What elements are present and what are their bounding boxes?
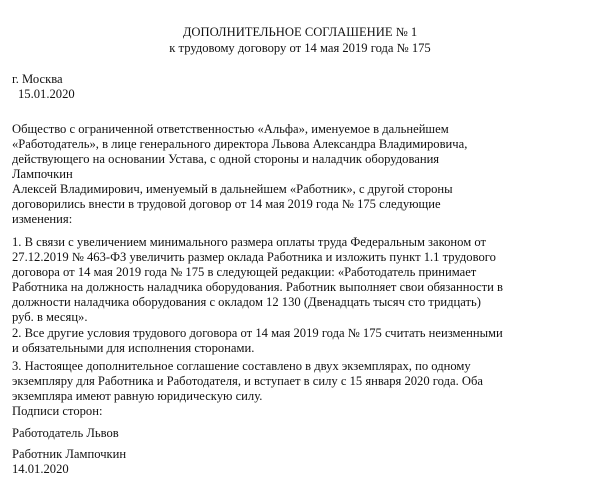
text-line: действующего на основании Устава, с одной стороны и наладчик оборудования [12,152,440,166]
text-line: договорились внести в трудовой договор от 14 мая 2019 года № 175 следующие [12,197,441,211]
employee-signature: Работник Лампочкин [12,447,127,461]
clause-line: руб. в месяц». [12,310,88,324]
signatures-heading: Подписи сторон: [12,404,103,418]
text-line: «Работодатель», в лице генерального директора Львова Александра Владимировича, [12,137,468,151]
clause-line: 3. Настоящее дополнительное соглашение составлено в двух экземплярах, по одному [12,359,471,373]
clause-line: 1. В связи с увеличением минимального размера оплаты труда Федеральным законом от [12,235,486,249]
clause-line: и обязательными для исполнения сторонами. [12,341,255,355]
employer-signature: Работодатель Львов [12,426,119,440]
place-city: г. Москва [12,72,63,86]
text-line: изменения: [12,212,73,226]
employee-signature-date: 14.01.2020 [12,462,69,476]
document-title: ДОПОЛНИТЕЛЬНОЕ СОГЛАШЕНИЕ № 1 [182,25,418,39]
text-line: Общество с ограниченной ответственностью «Альфа», именуемое в дальнейшем [12,122,449,136]
place-date: 15.01.2020 [18,87,75,101]
clause-line: 2. Все другие условия трудового договора от 14 мая 2019 года № 175 считать неизменными [12,326,503,340]
clause-line: Работника на должность наладчика оборудования. Работник выполняет свои обязанности в [12,280,503,294]
document-subtitle: к трудовому договору от 14 мая 2019 года № 175 [169,41,431,55]
clause-line: договора от 14 мая 2019 года № 175 в следующей редакции: «Работодатель принимает [12,265,477,279]
text-line: Лампочкин [12,167,73,181]
clause-line: экземпляру для Работника и Работодателя, и вступает в силу с 15 января 2020 года. Оба [12,374,483,388]
clause-line: экземпляра имеют равную юридическую силу. [12,389,263,403]
clause-line: 27.12.2019 № 463-ФЗ увеличить размер оклада Работника и изложить пункт 1.1 трудового [12,250,496,264]
clause-line: должности наладчика оборудования с окладом 12 130 (Двенадцать тысяч сто тридцать) [12,295,481,309]
text-line: Алексей Владимирович, именуемый в дальнейшем «Работник», с другой стороны [12,182,453,196]
